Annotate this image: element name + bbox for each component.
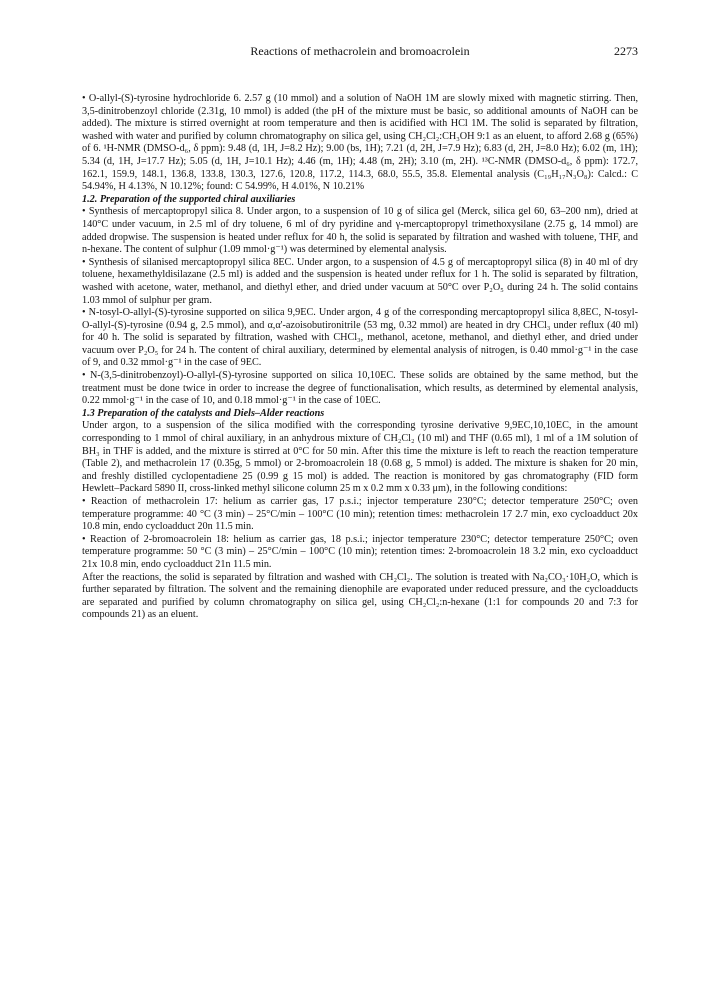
article-body — [82, 93, 638, 622]
paragraph-silica-9: • N-tosyl-O-allyl-(S)-tyrosine supported on silica 9,9EC. Under argon, 4 g of the corresponding mercaptopropyl silica 8,8EC, N-tosyl-O-allyl-(S)-tyrosine (0.94 g, 2.5 mmol), and α,α'-azoisobutironitrile (53 mg, 0.32 mmol) are heated in dry CHCl₃ under reflux (40 ml) for 40 h. The solid is separated by filtration, washed with CHCl₃, methanol, acetone, methanol, and diethyl ether, and dried under vacuum over P₂O₅ for 24 h. The content of chiral auxiliary, determined by elemental analysis of nitrogen, is 0.40 mmol·g⁻¹ in the case of 9, and 0.32 mmol·g⁻¹ in the case of 9EC. — [82, 307, 638, 369]
section-heading-1-2: 1.2. Preparation of the supported chiral auxiliaries — [82, 193, 296, 205]
paragraph-compound-6: • O-allyl-(S)-tyrosine hydrochloride 6. 2.57 g (10 mmol) and a solution of NaOH 1M are slowly mixed with magnetic stirring. Then, 3,5-dinitrobenzoyl chloride (2.31g, 10 mmol) is added (the pH of the mixture must be basic, so additional amounts of NaOH can be added). The mixture is stirred overnight at room temperature and then is acidified with HCl 1M. The solid is separated by filtration, washed with water and purified by column chromatography on silica gel, using CH₂Cl₂:CH₃OH 9:1 as an eluent, to afford 2.68 g (65%) of 6. ¹H-NMR (DMSO-d₆, δ ppm): 9.48 (d, 1H, J=8.2 Hz); 9.00 (bs, 1H); 7.21 (d, 2H, J=7.9 Hz); 6.83 (d, 2H, J=8.0 Hz); 6.02 (m, 1H); 5.34 (d, 1H, J=17.7 Hz); 5.05 (d, 1H, J=10.1 Hz); 4.46 (m, 1H); 4.48 (m, 2H); 3.10 (m, 2H). ¹³C-NMR (DMSO-d₆, δ ppm): 172.7, 162.1, 159.9, 148.1, 136.8, 133.8, 130.3, 127.6, 120.8, 117.2, 114.3, 68.0, 55.5, 35.8. Elemental analysis (C₁₉H₁₇N₃O₈): Calcd.: C 54.94%, H 4.13%, N 10.12%; found: C 54.99%, H 4.01%, N 10.21% — [82, 93, 638, 193]
paragraph-methacrolein-conditions: • Reaction of methacrolein 17: helium as carrier gas, 17 p.s.i.; injector temperature 230°C; detector temperature 250°C; oven temperature programme: 40 °C (3 min) – 25°C/min – 100°C (10 min); retention times: methacrolein 17 2.7 min, exo cycloadduct 20x 10.8 min, endo cycloadduct 20n 11.5 min. — [82, 496, 638, 533]
page-number: 2273 — [614, 44, 638, 58]
paragraph-silica-8ec: • Synthesis of silanised mercaptopropyl silica 8EC. Under argon, to a suspension of 4.5 g of mercaptopropyl silica (8) in 40 ml of dry toluene, hexamethyldisilazane (2.5 ml) is added and the suspension is heated under reflux for 1 h. The solid is separated by filtration, washed with acetone, water, methanol, and diethyl ether, and dried under vacuum at 50°C over P₂O₅ during 24 h. The solid contains 1.03 mmol of sulphur per gram. — [82, 256, 638, 306]
paragraph-silica-10: • N-(3,5-dinitrobenzoyl)-O-allyl-(S)-tyrosine supported on silica 10,10EC. These solids are obtained by the same method, but the treatment must be done twice in order to increase the degree of functionalisation, which results, as determined by elemental analysis, 0.22 mmol·g⁻¹ in the case of 10, and 0.18 mmol·g⁻¹ in the case of 10EC. — [82, 370, 638, 407]
page-header — [82, 44, 638, 62]
paragraph-silica-8: • Synthesis of mercaptopropyl silica 8. Under argon, to a suspension of 10 g of silica gel (Merck, silica gel 60, 63–200 nm), dried at 140°C under vacuum, in 2.5 ml of dry toluene, 6 ml of dry pyridine and γ-mercaptopropyl trimethoxysilane (2.75 g, 14 mmol) are added dropwise. The suspension is heated under reflux for 40 h, the solid is separated by filtration and washed with toluene, THF, and n-hexane. The content of sulphur (1.09 mmol·g⁻¹) was determined by elemental analysis. — [82, 206, 638, 256]
paragraph-workup: After the reactions, the solid is separated by filtration and washed with CH₂Cl₂. The solution is treated with Na₂CO₃·10H₂O, which is further separated by filtration. The solvent and the remaining dienophile are evaporated under reduced pressure, and the cycloadducts are separated and purified by column chromatography on silica gel, using CH₂Cl₂:n-hexane (1:1 for compounds 20 and 7:3 for compounds 21) as an eluent. — [82, 571, 638, 621]
running-title: Reactions of methacrolein and bromoacrolein — [250, 44, 470, 58]
section-heading-1-3: 1.3 Preparation of the catalysts and Diels–Alder reactions — [82, 407, 325, 419]
paragraph-bromoacrolein-conditions: • Reaction of 2-bromoacrolein 18: helium as carrier gas, 18 p.s.i.; injector temperature 230°C; detector temperature 250°C; oven temperature programme: 50 °C (3 min) – 25°C/min – 100°C (10 min); retention times: 2-bromoacrolein 18 3.2 min, exo cycloadduct 21x 10.8 min, endo cycloadduct 21n 11.5 min. — [82, 533, 638, 570]
paragraph-catalyst-preparation: Under argon, to a suspension of the silica modified with the corresponding tyrosine derivative 9,9EC,10,10EC, in the amount corresponding to 1 mmol of chiral auxiliary, in an anhydrous mixture of CH₂Cl₂ (10 ml) and THF (0.65 ml), 1 ml of a 1M solution of BH₃ in THF is added, and the mixture is stirred at 0°C for 50 min. After this time the mixture is left to reach the reaction temperature (Table 2), and methacrolein 17 (0.35g, 5 mmol) or 2-bromoacrolein 18 (0.68 g, 5 mmol) is added. The mixture is shaken for 20 min, and freshly distilled cyclopentadiene 25 (0.99 g 15 mol) is added. The reaction is monitored by gas chromatography (FID form Hewlett–Packard 5890 II, cross-linked methyl silicone column 25 m x 0.2 mm x 0.33 μm), in the following conditions: — [82, 420, 638, 495]
